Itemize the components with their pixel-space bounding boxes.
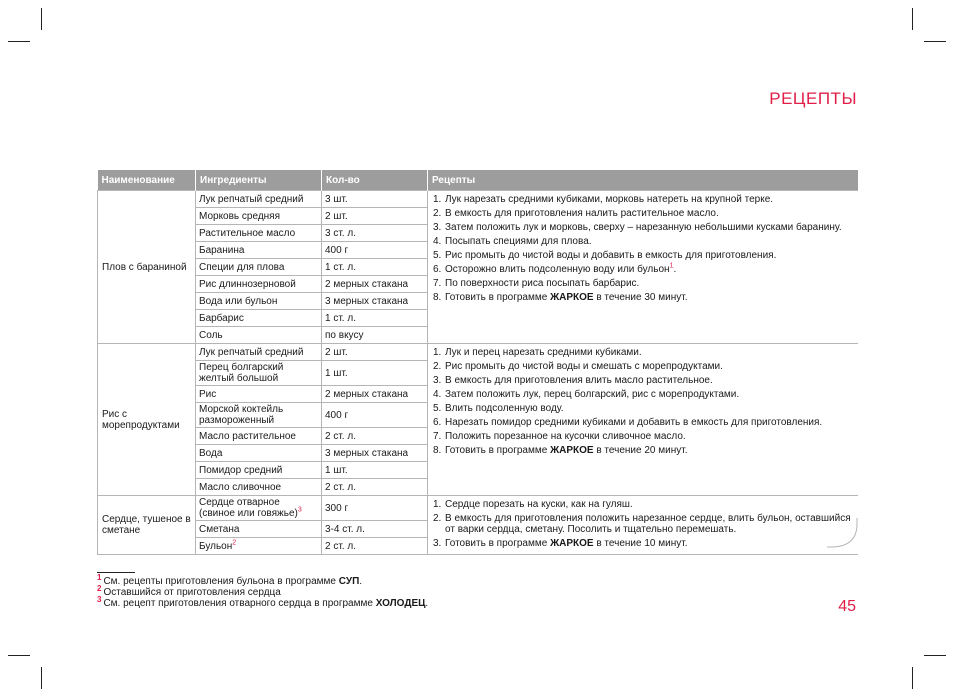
ingredient-quantity: 3 мерных стакана [322,293,428,310]
step-text: Рис промыть до чистой воды и добавить в емкость для приготовления. [445,250,777,261]
ingredient-cell [196,276,322,293]
step-number: 4. [433,389,442,400]
ingredient-name: Специи для плова [199,261,285,273]
steps-list [433,499,854,549]
ingredient-cell [196,293,322,310]
step-number: 8. [433,292,442,303]
ingredient-quantity: 2 ст. л. [322,479,428,496]
ingredient-cell [196,242,322,259]
crop-mark [8,41,30,42]
footnote-ref: 2 [232,539,237,547]
step-number: 2. [433,361,442,372]
ingredient-quantity: 300 г [322,496,428,521]
ingredient-quantity: 1 шт. [322,462,428,479]
recipe-step [433,264,854,275]
step-text-wrap [445,222,854,233]
ingredient-quantity: 3-4 ст. л. [322,521,428,538]
ingredient-name: Соль [199,329,223,341]
step-number: 6. [433,264,442,275]
step-number: 1. [433,194,442,205]
recipe-step [433,292,854,303]
ingredient-name: Рис длиннозерновой [199,278,296,290]
footnote-ref: 1 [669,262,674,270]
ingredient-name: Перец болгарский желтый большой [199,362,284,384]
step-text: Посыпать специями для плова. [445,236,592,247]
ingredient-name: Вода или бульон [199,295,278,307]
step-text-wrap [445,499,854,510]
footnote-text: См. рецепт приготовления отварного сердца в программе [103,598,376,609]
step-text-end: . [673,264,677,275]
step-number: 4. [433,236,442,247]
ingredient-quantity: 3 шт. [322,191,428,208]
step-text-end: в течение 30 минут. [593,292,688,303]
footnote-text-end: . [359,576,363,587]
ingredient-name: Помидор средний [199,464,283,476]
program-name: ЖАРКОЕ [550,445,594,456]
ingredient-quantity: 2 ст. л. [322,428,428,445]
step-text: Нарезать помидор средними кубиками и добавить в емкость для приготовления. [445,417,823,428]
ingredient-name: Морской коктейль размороженный [199,404,284,426]
recipe-step [433,403,854,414]
step-number: 2. [433,208,442,219]
step-text-end: в течение 20 минут. [593,445,688,456]
header-ingredients: Ингредиенты [196,170,322,191]
step-text-wrap [445,250,854,261]
ingredient-cell [196,191,322,208]
step-number: 8. [433,445,442,456]
step-text: Затем положить лук, перец болгарский, рис с морепродуктами. [445,389,740,400]
recipe-table [97,170,858,555]
step-number: 1. [433,347,442,358]
ingredient-quantity: 2 ст. л. [322,538,428,555]
step-text: Затем положить лук и морковь, сверху – нарезанную небольшими кусками баранину. [445,222,842,233]
ingredient-name: Сметана [199,523,240,535]
ingredient-cell [196,462,322,479]
ingredient-cell [196,521,322,538]
step-text: В емкость для приготовления налить растительное масло. [445,208,719,219]
section-title: РЕЦЕПТЫ [769,89,857,108]
steps-list [433,194,854,303]
step-text-wrap [445,445,854,456]
ingredient-name: Бульон [199,540,233,552]
ingredient-name: Масло сливочное [199,481,282,493]
step-text: Рис промыть до чистой воды и смешать с морепродуктами. [445,361,723,372]
step-text: В емкость для приготовления положить нарезанное сердце, влить бульон, оставшийся от варки сердца, сметану. Посолить и тщательно перемешать. [445,513,851,535]
footnote [97,572,428,587]
recipe-step [433,208,854,219]
step-text: По поверхности риса посыпать барбарис. [445,278,640,289]
ingredient-quantity: 400 г [322,242,428,259]
ingredient-quantity: 2 мерных стакана [322,386,428,403]
crop-mark [912,667,913,689]
recipe-step [433,375,854,386]
table-corner-curve [827,518,858,549]
footnote-marker: 1 [97,572,102,582]
step-text: Лук и перец нарезать средними кубиками. [445,347,642,358]
step-number: 7. [433,431,442,442]
step-number: 6. [433,417,442,428]
recipe-step [433,222,854,233]
step-text-wrap [445,417,854,428]
step-text: Готовить в программе [445,538,551,549]
step-text-wrap [445,389,854,400]
step-text-end: в течение 10 минут. [593,538,688,549]
step-text-wrap [445,208,854,219]
steps-list [433,347,854,456]
step-text-wrap [445,361,854,372]
step-text: Сердце порезать на куски, как на гуляш. [445,499,633,510]
ingredient-quantity: 2 шт. [322,208,428,225]
dish-name: Рис с морепродуктами [98,344,196,496]
recipe-step [433,417,854,428]
ingredient-name: Баранина [199,244,245,256]
table-row [98,191,858,208]
recipe-step [433,445,854,456]
crop-mark [8,655,30,656]
ingredient-cell [196,327,322,344]
ingredient-cell [196,344,322,361]
step-number: 3. [433,222,442,233]
recipe-step [433,347,854,358]
step-text: Готовить в программе [445,292,551,303]
ingredient-name: Морковь средняя [199,210,281,222]
step-number: 1. [433,499,442,510]
step-text-wrap [445,194,854,205]
ingredient-cell [196,225,322,242]
recipe-steps [428,191,858,344]
footnote [97,583,428,598]
recipe-step [433,250,854,261]
step-text: Лук нарезать средними кубиками, морковь натереть на крупной терке. [445,194,774,205]
step-text: В емкость для приготовления влить масло растительное. [445,375,713,386]
recipe-step [433,278,854,289]
ingredient-cell [196,479,322,496]
ingredient-name: Лук репчатый средний [199,346,304,358]
program-name: ЖАРКОЕ [550,292,594,303]
crop-mark [41,667,42,689]
recipe-step [433,194,854,205]
ingredient-name: Лук репчатый средний [199,193,304,205]
ingredient-cell [196,403,322,428]
ingredient-quantity: по вкусу [322,327,428,344]
ingredient-quantity: 1 ст. л. [322,259,428,276]
header-name: Наименование [98,170,196,191]
step-number: 5. [433,403,442,414]
header-recipes: Рецепты [428,170,858,191]
step-text-wrap [445,278,854,289]
step-text-wrap [445,513,854,535]
footnotes [97,572,429,609]
ingredient-quantity: 2 мерных стакана [322,276,428,293]
footnote-marker: 3 [97,594,102,604]
step-number: 3. [433,538,442,549]
ingredient-quantity: 2 шт. [322,344,428,361]
recipe-step [433,389,854,400]
program-name: ХОЛОДЕЦ [375,598,426,609]
page-number: 45 [838,598,856,615]
step-text: Осторожно влить подсоленную воду или бульон [445,264,670,275]
recipe-step [433,431,854,442]
ingredient-name: Масло растительное [199,430,296,442]
program-name: ЖАРКОЕ [550,538,594,549]
step-number: 7. [433,278,442,289]
ingredient-cell [196,445,322,462]
ingredient-cell [196,208,322,225]
step-text-wrap [445,431,854,442]
ingredient-cell [196,310,322,327]
footnote [97,594,429,609]
recipe-steps [428,496,858,555]
recipe-step [433,513,854,535]
ingredient-cell [196,361,322,386]
recipe-step [433,499,854,510]
recipe-step [433,361,854,372]
ingredient-cell [196,428,322,445]
dish-name: Плов с бараниной [98,191,196,344]
step-text-wrap [445,538,854,549]
ingredient-quantity: 3 ст. л. [322,225,428,242]
step-text-wrap [445,375,854,386]
table-header-row [98,170,858,191]
step-text-wrap [445,347,854,358]
ingredient-quantity: 1 ст. л. [322,310,428,327]
ingredient-name: Барбарис [199,312,244,324]
step-text-wrap [445,403,854,414]
step-number: 3. [433,375,442,386]
crop-mark [924,41,946,42]
ingredient-name: Вода [199,447,223,459]
header-quantity: Кол-во [322,170,428,191]
footnote-rule [97,572,135,573]
ingredient-cell [196,259,322,276]
table-row [98,496,858,521]
program-name: СУП [338,576,360,587]
ingredient-quantity: 1 шт. [322,361,428,386]
ingredient-quantity: 400 г [322,403,428,428]
footnote-text: Оставшийся от приготовления сердца [103,587,281,598]
dish-name: Сердце, тушеное в сметане [98,496,196,555]
step-number: 2. [433,513,442,524]
ingredient-cell [196,538,322,555]
step-text: Положить порезанное на кусочки сливочное масло. [445,431,686,442]
ingredient-name: Рис [199,388,217,400]
recipe-steps [428,344,858,496]
step-text-wrap [445,236,854,247]
footnote-text-end: . [425,598,429,609]
ingredient-cell [196,386,322,403]
footnote-text: См. рецепты приготовления бульона в программе [103,576,339,587]
crop-mark [912,8,913,30]
step-text-wrap [445,292,854,303]
step-text: Влить подсоленную воду. [445,403,564,414]
step-number: 5. [433,250,442,261]
step-text-wrap [445,264,854,275]
ingredient-name: Растительное масло [199,227,296,239]
crop-mark [41,8,42,30]
ingredient-quantity: 3 мерных стакана [322,445,428,462]
recipe-step [433,236,854,247]
ingredient-name: Сердце отварное (свиное или говяжье) [199,497,298,519]
table-row [98,344,858,361]
step-text: Готовить в программе [445,445,551,456]
crop-mark [924,655,946,656]
ingredient-cell [196,496,322,521]
footnote-marker: 2 [97,583,102,593]
recipe-step [433,538,854,549]
footnote-ref: 3 [297,506,302,514]
